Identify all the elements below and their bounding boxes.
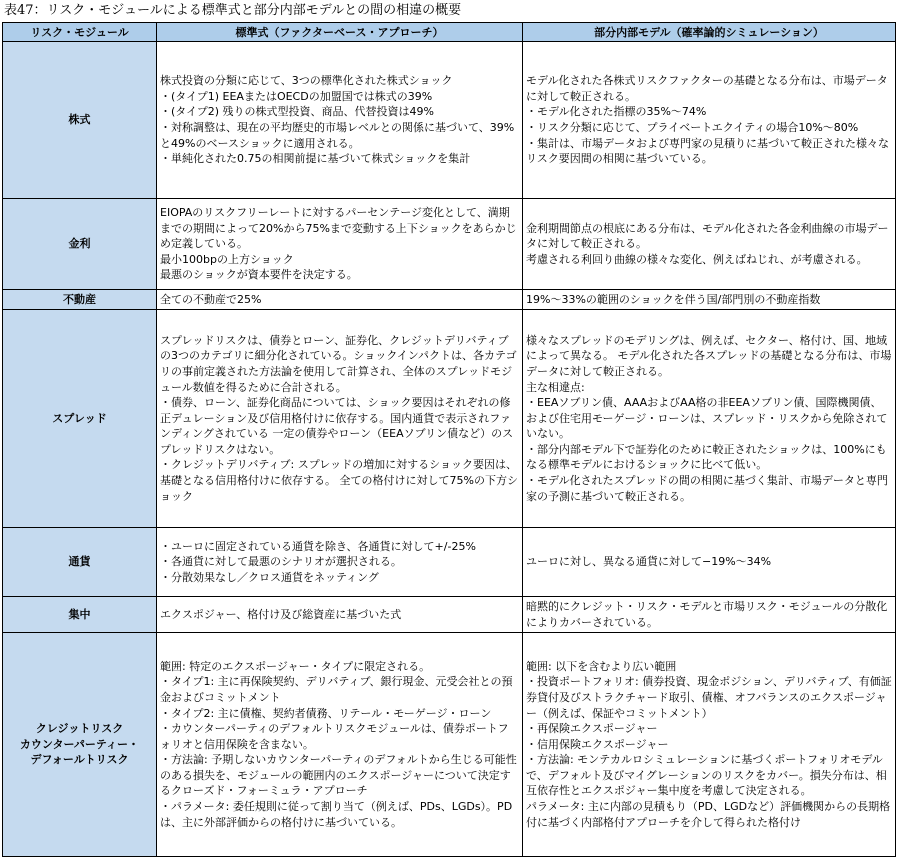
text-line: ・各通貨に対して最悪のシナリオが選択される。	[160, 555, 402, 569]
module-label: クレジットリスク	[35, 722, 124, 736]
text-line: ・対称調整は、現在の平均歴史的市場レベルとの関係に基づいて、39%と49%のベースショックに適用される。	[160, 121, 515, 150]
text-line: ・(タイプ1) EEAまたはOECDの加盟国では株式の39%	[160, 89, 433, 103]
text-line: ユーロに対し、異なる通貨に対して−19%～34%	[526, 555, 772, 569]
table-row	[3, 42, 896, 199]
table-row	[3, 528, 896, 597]
module-label: 通貨	[68, 555, 91, 569]
module-cell	[3, 597, 157, 633]
comparison-table	[2, 22, 896, 857]
text-line: モデル化された各株式リスクファクターの基礎となる分布は、市場データに対して較正される。	[526, 74, 888, 103]
header-risk-module: リスク・モジュール	[3, 23, 157, 42]
standard-cell	[157, 290, 523, 310]
text-line: ・リスク分類に応じて、プライベートエクイティの場合10%～80%	[526, 121, 859, 134]
text-line: ・方法論: 予期しないカウンターパーティのデフォルトから生じる可能性のある損失を、モジュールの範囲内のエクスポージャーについて決定するクローズド・フォーミュラ・アプローチ	[160, 753, 517, 798]
module-label: デフォールトリスク	[30, 753, 129, 767]
module-cell	[3, 42, 157, 199]
text-line: 19%～33%の範囲のショックを伴う国/部門別の不動産指数	[526, 292, 821, 306]
text-line: ・モデル化されたスプレッドの間の相関に基づく集計、市場データと専門家の予測に基づいて較正される。	[526, 474, 888, 503]
text-line: 主な相違点:	[526, 380, 585, 394]
table-row	[3, 199, 896, 290]
module-label: カウンターパーティー・	[19, 737, 140, 751]
table-row	[3, 633, 896, 857]
module-cell	[3, 290, 157, 310]
internal-cell	[523, 199, 896, 290]
text-line: ・モデル化された指標の35%～74%	[526, 105, 707, 119]
text-line: 全ての不動産で25%	[160, 292, 262, 306]
text-line: ・部分内部モデル下で証券化のために較正されたショックは、100%にもなる標準モデルにおけるショックに比べて低い。	[526, 442, 887, 472]
text-line: 範囲: 以下を含むより広い範囲	[526, 659, 677, 673]
table-header-row	[3, 23, 896, 42]
text-line: 株式投資の分類に応じて、3つの標準化された株式ショック	[160, 74, 453, 88]
text-line: スプレッドリスクは、債券とローン、証券化、クレジットデリバティブの3つのカテゴリに細分化されている。ショックインパクトは、各カテゴリの事前定義された方法論を使用して計算され、全体のスプレッドモジュール数値を得るために合計される。	[160, 333, 517, 394]
text-line: 様々なスプレッドのモデリングは、例えば、セクター、格付け、国、地域によって異なる。 モデル化された各スプレッドの基礎となる分布は、市場データに対して較正される。	[526, 333, 892, 378]
internal-cell	[523, 633, 896, 857]
module-label: 株式	[68, 113, 91, 127]
text-line: エクスポジャー、格付け及び総資産に基づいた式	[160, 607, 402, 621]
text-line: ・EEAソブリン債、AAAおよびAA格の非EEAソブリン債、国際機関債、および住宅用モーゲージ・ローンは、スプレッド・リスクから免除されていない。	[526, 396, 888, 441]
text-line: ・ユーロに固定されている通貨を除き、各通貨に対して+/-25%	[160, 539, 476, 553]
standard-cell	[157, 310, 523, 528]
text-line: ・投資ポートフォリオ: 債券投資、現金ポジション、デリバティブ、有価証券貸付及びストラクチャード取引、債権、オフバランスのエクスポージャー（例えば、保証やコミットメント）	[526, 675, 892, 720]
table-row	[3, 290, 896, 310]
module-cell	[3, 528, 157, 597]
module-label: 不動産	[63, 292, 96, 306]
internal-cell	[523, 597, 896, 633]
internal-cell	[523, 290, 896, 310]
text-line: ・単純化された0.75の相関前提に基づいて株式ショックを集計	[160, 152, 471, 166]
module-cell	[3, 633, 157, 857]
module-cell	[3, 199, 157, 290]
table-row	[3, 310, 896, 528]
text-line: 金利期間節点の根底にある分布は、モデル化された各金利曲線の市場データに対して較正される。	[526, 221, 889, 251]
text-line: 暗黙的にクレジット・リスク・モデルと市場リスク・モジュールの分散化によりカバーされている。	[526, 599, 888, 629]
text-line: 最小100bpの上方ショック	[160, 252, 294, 266]
standard-cell	[157, 528, 523, 597]
text-line: ・クレジットデリバティブ: スプレッドの増加に対するショック要因は、基礎となる信用格付けに依存する。 全ての格付けに対して75%の下方ショック	[160, 458, 518, 503]
standard-cell	[157, 199, 523, 290]
text-line: 最悪のショックが資本要件を決定する。	[160, 268, 358, 282]
text-line: 範囲: 特定のエクスポージャー・タイプに限定される。	[160, 659, 431, 673]
text-line: ・債券、ローン、証券化商品については、ショック要因はそれぞれの修正デュレーション及び信用格付けに依存する。国内通貨で表示されファンディングされている 一定の債券やローン（EEAソブリン債など）のスプレッドリスクはない。	[160, 396, 514, 456]
table-row	[3, 597, 896, 633]
text-line: ・再保険エクスポージャー	[526, 722, 658, 736]
internal-cell	[523, 528, 896, 597]
module-label: スプレッド	[52, 411, 107, 425]
table-caption: 表47：リスク・モジュールによる標準式と部分内部モデルとの間の相違の概要	[4, 3, 462, 18]
module-cell	[3, 310, 157, 528]
text-line: ・パラメータ: 委任規則に従って割り当て（例えば、PDs、LGDs）。PDは、主に外部評価からの格付けに基づいている。	[160, 800, 513, 829]
text-line: ・信用保険エクスポージャー	[526, 737, 669, 751]
text-line: ・タイプ1: 主に再保険契約、デリバティブ、銀行現金、元受会社との預金およびコミットメント	[160, 675, 513, 704]
text-line: ・(タイプ2) 残りの株式型投資、商品、代替投資は49%	[160, 105, 434, 119]
text-line: EIOPAのリスクフリーレートに対するパーセンテージ変化として、満期までの期間によって20%から75%まで変動する上下ショックをあらかじめ定義している。	[160, 206, 517, 251]
module-label: 集中	[68, 607, 91, 621]
standard-cell	[157, 633, 523, 857]
internal-cell	[523, 310, 896, 528]
text-line: ・集計は、市場データおよび専門家の見積りに基づいて較正された様々なリスク要因間の相関に基づいている。	[526, 136, 889, 166]
header-standard-formula: 標準式（ファクターベース・アプローチ）	[157, 23, 523, 42]
text-line: ・方法論: モンテカルロシミュレーションに基づくポートフォリオモデルで、デフォルト及びマイグレーションのリスクをカバー。損失分布は、相互依存性とエクスポジャー集中度を考慮して決定される。	[526, 753, 887, 798]
text-line: ・カウンターパーティのデフォルトリスクモジュールは、債券ポートフォリオと信用保険を含まない。	[160, 722, 509, 751]
text-line: ・タイプ2: 主に債権、契約者債務、リテール・モーゲージ・ローン	[160, 706, 492, 720]
header-partial-internal-model: 部分内部モデル（確率論的シミュレーション）	[523, 23, 896, 42]
standard-cell	[157, 597, 523, 633]
text-line: パラメータ: 主に内部の見積もり（PD、LGDなど）評価機関からの長期格付に基づく内部格付アプローチを介して得られた格付け	[526, 800, 891, 829]
module-label: 金利	[68, 237, 91, 251]
text-line: ・分散効果なし／クロス通貨をネッティング	[160, 570, 379, 584]
standard-cell	[157, 42, 523, 199]
text-line: 考慮される利回り曲線の様々な変化、例えばねじれ、が考慮される。	[526, 252, 868, 266]
internal-cell	[523, 42, 896, 199]
